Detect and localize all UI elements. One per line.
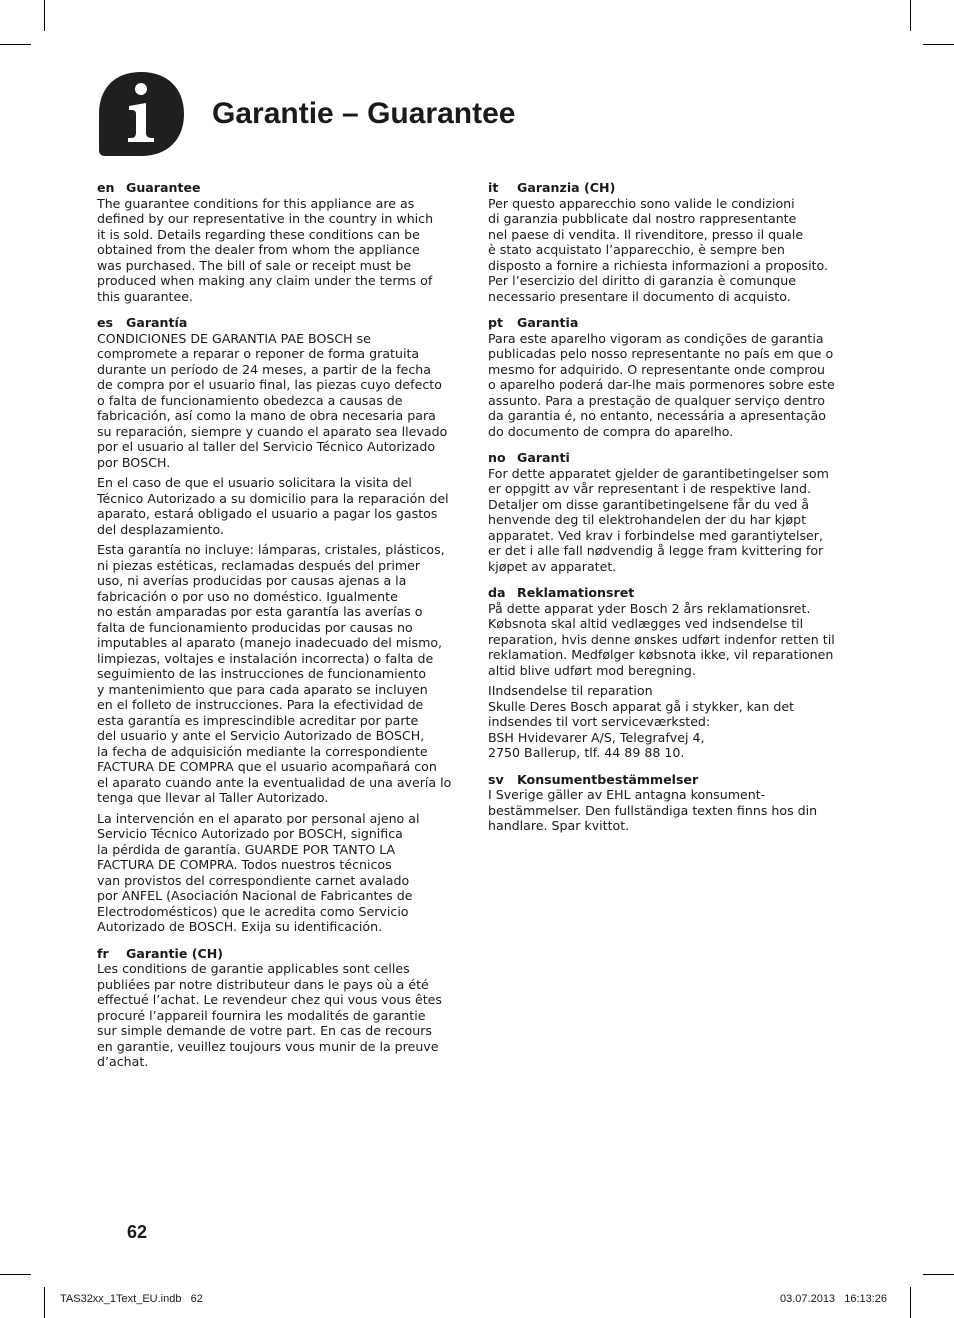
section-es	[97, 315, 469, 935]
section-da	[488, 585, 854, 761]
crop-mark	[0, 1274, 31, 1275]
language-code: no	[488, 450, 506, 465]
slug-date: 03.07.2013 16:13:26	[780, 1293, 888, 1305]
crop-mark	[0, 44, 31, 45]
section-title: Garanti	[517, 450, 570, 465]
section-paragraph: The guarantee conditions for this appliance are as defined by our representative in the country in which it is sold. Details regarding these conditions can be obtained from the dealer from whom the appliance was purchased. The bill of sale or receipt must be produced when making any claim under the terms of this guarantee.	[97, 195, 434, 304]
info-icon	[99, 72, 184, 156]
section-fr	[97, 946, 469, 1070]
section-it	[488, 180, 854, 304]
crop-mark	[923, 44, 954, 45]
section-heading	[488, 450, 854, 466]
slug-file: TAS32xx_1Text_EU.indb 62	[60, 1293, 203, 1305]
crop-mark	[44, 1287, 45, 1318]
section-paragraph: I Sverige gäller av EHL antagna konsument- bestämmelser. Den fullständiga texten finns hos din handlare. Spar kvittot.	[488, 787, 818, 833]
section-title: Konsumentbestämmelser	[517, 771, 699, 787]
section-paragraph: CONDICIONES DE GARANTIA PAE BOSCH se compromete a reparar o reponer de forma gratuita durante un período de 24 meses, a partir de la fecha de compra por el usuario final, las piezas cuyo defecto o falta de funcionamiento obedezca a causas de fabricación, así como la mano de obra necesaria para su reparación, siempre y cuando el aparato sea llevado por el usuario al taller del Servicio Técnico Autorizado por BOSCH.	[97, 330, 448, 470]
section-paragraph: Esta garantía no incluye: lámparas, cristales, plásticos, ni piezas estéticas, reclamadas después del primer uso, ni averías producidas por causas ajenas a la fabricación o por uso no doméstico. Igualmente no están amparadas por esta garantía las averías o falta de funcionamiento producidas por causas no imputables al aparato (manejo inadecuado del mismo, limpiezas, voltajes e instalación incorrecta) o falta de seguimiento de las instrucciones de funcionamiento y mantenimiento que para cada aparato se incluyen en el folleto de instrucciones. Para la efectividad de esta garantía es imprescindible acreditar por parte del usuario y ante el Servicio Autorizado de BOSCH, la fecha de adquisición mediante la correspondiente FACTURA DE COMPRA que el usuario acompañará con el aparato cuando ante la eventualidad de una avería lo tenga que llevar al Taller Autorizado.	[97, 542, 452, 805]
section-paragraph: Les conditions de garantie applicables sont celles publiées par notre distributeur dans le pays où a été effectué l’achat. Le revendeur chez qui vous vous êtes procuré l’appareil fournira les modalités de garantie sur simple demande de votre part. En cas de recours en garantie, veuillez toujours vous munir de la preuve d’achat.	[97, 961, 442, 1069]
language-code: da	[488, 585, 506, 600]
section-title: Garantie (CH)	[126, 945, 224, 961]
language-code: pt	[488, 315, 504, 330]
left-column	[97, 180, 469, 1081]
section-paragraph: En el caso de que el usuario solicitara la visita del Técnico Autorizado a su domicilio para la reparación del aparato, estará obligado el usuario a pagar los gastos del desplazamiento.	[97, 475, 449, 537]
section-paragraph: På dette apparat yder Bosch 2 års reklamationsret. Købsnota skal altid vedlægges ved indsendelse til reparation, hvis denne ønskes udført indenfor retten til reklamation. Medfølger købsnota ikke, vil reparationen altid blive udført mod beregning.	[488, 600, 835, 678]
language-code: fr	[97, 945, 109, 961]
crop-mark	[923, 1274, 954, 1275]
section-paragraph: For dette apparatet gjelder de garantibetingelser som er oppgitt av vår representant i de respektive land. Detaljer om disse garantibetingelsene får du ved å henvende deg til elektrohandelen der du har kjøpt apparatet. Ved krav i forbindelse med garantiytelser, er det i alle fall nødvendig å legge fram kvittering for kjøpet av apparatet.	[488, 465, 829, 574]
section-heading	[97, 315, 469, 331]
section-paragraph: Para este aparelho vigoram as condições de garantia publicadas pelo nosso representante no país em que o mesmo for adquirido. O representante onde comprou o aparelho poderá dar-lhe mais pormenores sobre este assunto. Para a prestação de qualquer serviço dentro da garantia é, no entanto, necessária a apresentação do documento de compra do aparelho.	[488, 330, 835, 439]
section-title: Garantia	[517, 315, 579, 330]
section-heading	[488, 315, 854, 331]
crop-mark	[44, 0, 45, 31]
page-number: 62	[127, 1222, 148, 1242]
right-column	[488, 180, 854, 845]
language-code: es	[97, 315, 114, 330]
section-title: Garantía	[126, 315, 188, 330]
section-title: Guarantee	[126, 180, 201, 195]
section-pt	[488, 315, 854, 439]
crop-mark	[910, 1287, 911, 1318]
section-title: Garanzia (CH)	[517, 180, 616, 195]
section-en	[97, 180, 469, 304]
language-code: sv	[488, 771, 504, 787]
section-paragraph: Per questo apparecchio sono valide le condizioni di garanzia pubblicate dal nostro rappresentante nel paese di vendita. Il rivenditore, presso il quale è stato acquistato l’apparecchio, è sempre ben disposto a fornire a richiesta informazioni a proposito. Per l’esercizio del diritto di garanzia è comunque necessario presentare il documento di acquisto.	[488, 195, 829, 304]
page-title: Garantie – Guarantee	[212, 97, 516, 130]
section-heading	[488, 585, 854, 601]
section-heading	[488, 180, 854, 196]
section-heading	[97, 180, 469, 196]
section-no	[488, 450, 854, 574]
crop-mark	[910, 0, 911, 31]
section-heading	[97, 946, 469, 962]
language-code: en	[97, 180, 115, 195]
section-heading	[488, 772, 854, 788]
section-sv	[488, 772, 854, 834]
section-title: Reklamationsret	[517, 585, 635, 600]
section-paragraph: La intervención en el aparato por personal ajeno al Servicio Técnico Autorizado por BOSCH, significa la pérdida de garantía. GUARDE POR TANTO LA FACTURA DE COMPRA. Todos nuestros técnicos van provistos del correspondiente carnet avalado por ANFEL (Asociación Nacional de Fabricantes de Electrodomésticos) que le acredita como Servicio Autorizado de BOSCH. Exija su identificación.	[97, 810, 420, 934]
language-code: it	[488, 180, 499, 195]
section-paragraph: IIndsendelse til reparation Skulle Deres Bosch apparat gå i stykker, kan det indsendes til vort serviceværksted: BSH Hvidevarer A/S, Telegrafvej 4, 2750 Ballerup, tlf. 44 89 88 10.	[488, 683, 795, 760]
